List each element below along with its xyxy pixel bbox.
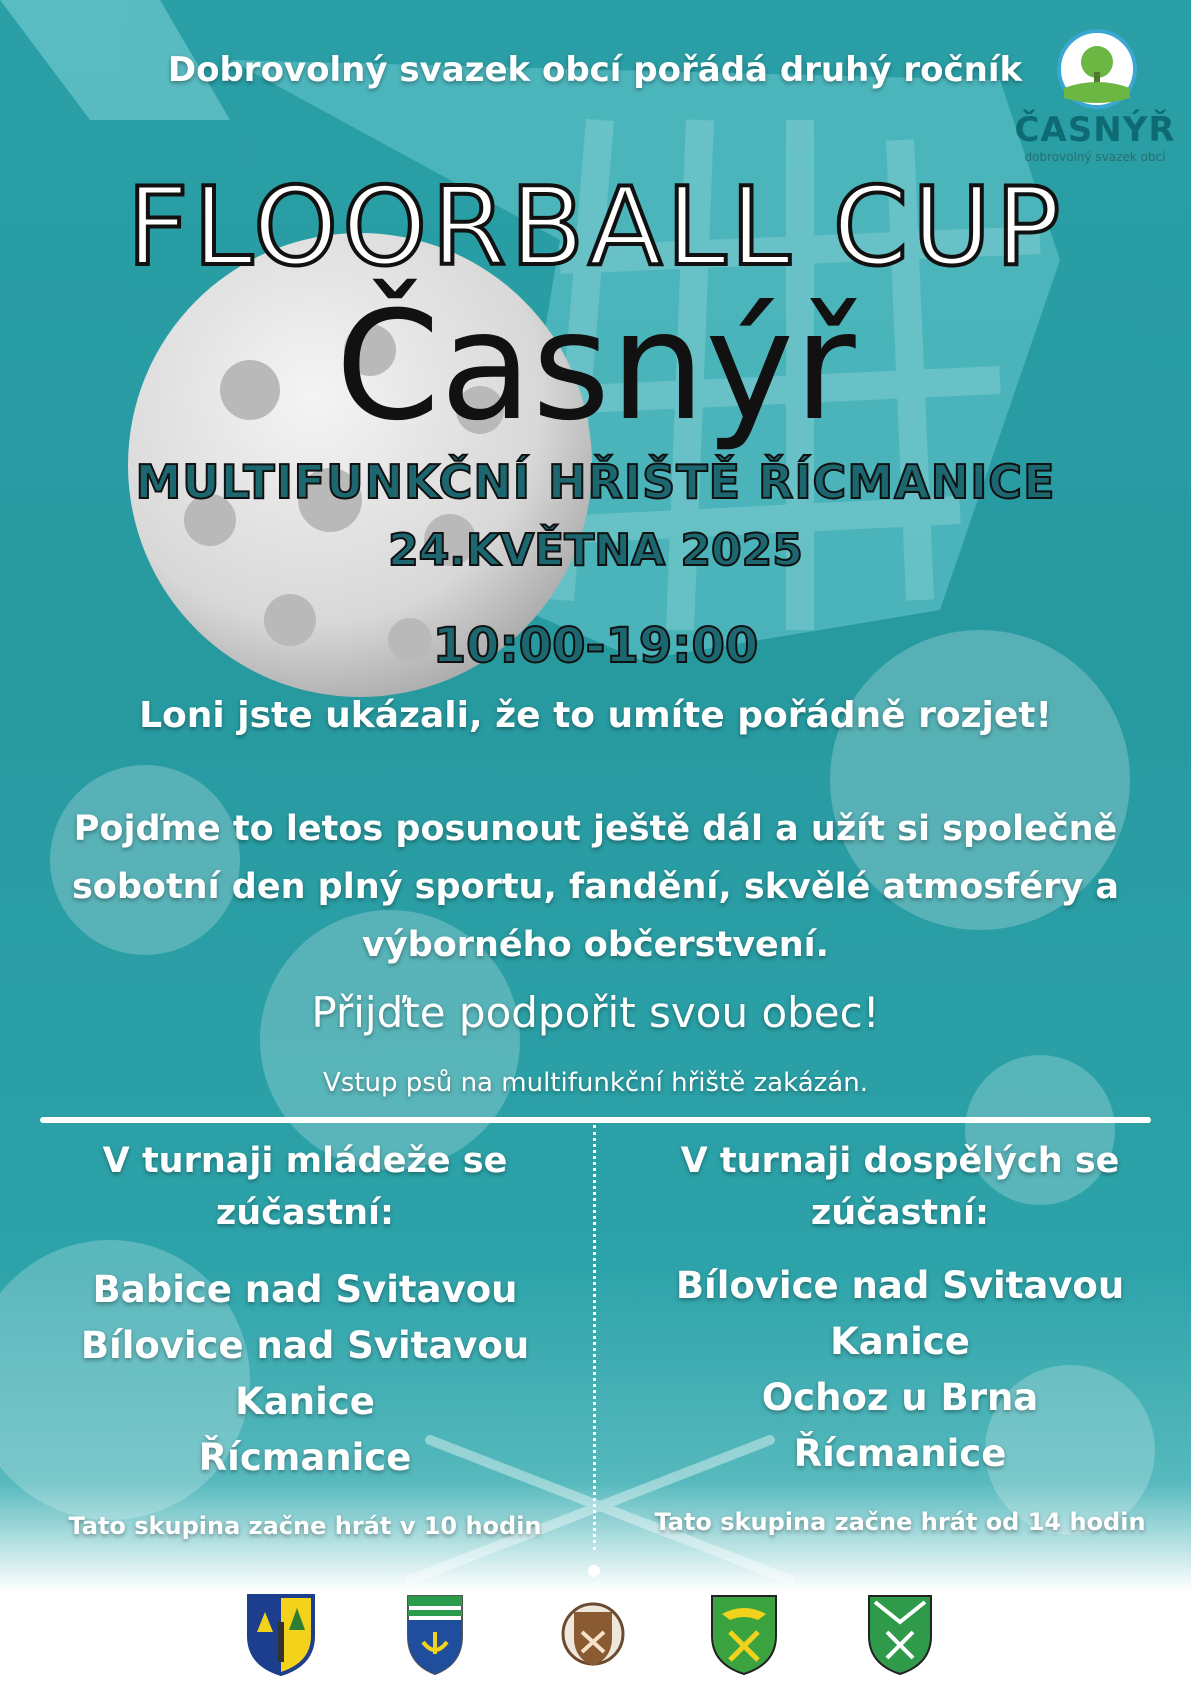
list-item: Kanice bbox=[235, 1380, 375, 1423]
adult-heading-line1: V turnaji dospělých se bbox=[680, 1141, 1120, 1181]
list-item: Řícmanice bbox=[198, 1436, 412, 1479]
event-time: 10:00-19:00 bbox=[432, 618, 759, 674]
adult-start-note: Tato skupina začne hrát od 14 hodin bbox=[654, 1508, 1146, 1536]
youth-heading-line2: zúčastní: bbox=[215, 1193, 395, 1233]
kanice-crest-icon bbox=[558, 1592, 628, 1676]
list-item: Babice nad Svitavou bbox=[92, 1268, 518, 1311]
list-item: Bílovice nad Svitavou bbox=[675, 1264, 1125, 1307]
dog-ban-note: Vstup psů na multifunkční hřiště zakázán. bbox=[323, 1068, 868, 1098]
section-divider bbox=[40, 1117, 1151, 1123]
column-divider-dot bbox=[588, 1565, 600, 1577]
casnyr-logo-subtitle: dobrovolný svazek obcí bbox=[1024, 150, 1166, 164]
body-message-line1: Pojďme to letos posunout ještě dál a užít si společně bbox=[73, 809, 1118, 849]
youth-start-note: Tato skupina začne hrát v 10 hodin bbox=[68, 1512, 542, 1540]
event-title: FLOORBALL CUP bbox=[126, 165, 1065, 290]
column-divider bbox=[593, 1125, 596, 1550]
list-item: Bílovice nad Svitavou bbox=[80, 1324, 530, 1367]
youth-heading-line1: V turnaji mládeže se bbox=[102, 1141, 508, 1181]
body-message-line2: sobotní den plný sportu, fandění, skvělé atmosféry a bbox=[71, 867, 1120, 907]
municipality-crests bbox=[0, 1590, 1191, 1684]
list-item: Kanice bbox=[830, 1320, 970, 1363]
organizer-line: Dobrovolný svazek obcí pořádá druhý ročník bbox=[167, 50, 1023, 90]
event-date: 24.KVĚTNA 2025 bbox=[388, 525, 803, 576]
babice-crest-icon bbox=[245, 1592, 317, 1676]
call-to-action: Přijďte podpořit svou obec! bbox=[311, 988, 880, 1037]
intro-message: Loni jste ukázali, že to umíte pořádně rozjet! bbox=[139, 695, 1052, 736]
youth-tournament-heading bbox=[40, 1135, 570, 1239]
youth-team-list bbox=[40, 1262, 570, 1486]
list-item: Řícmanice bbox=[793, 1432, 1007, 1475]
adult-team-list bbox=[620, 1258, 1180, 1482]
event-subtitle: Časnýř bbox=[335, 280, 856, 454]
adult-tournament-heading bbox=[620, 1135, 1180, 1239]
bilovice-crest-icon bbox=[405, 1592, 465, 1676]
casnyr-logo-tree-icon bbox=[1056, 28, 1138, 110]
event-venue: MULTIFUNKČNÍ HŘIŠTĚ ŘÍCMANICE bbox=[135, 455, 1056, 509]
adult-heading-line2: zúčastní: bbox=[810, 1193, 990, 1233]
ricmanice-crest-icon bbox=[865, 1592, 935, 1676]
casnyr-logo-text: ČASNÝŘ bbox=[1014, 110, 1176, 150]
list-item: Ochoz u Brna bbox=[761, 1376, 1039, 1419]
body-message-line3: výborného občerstvení. bbox=[362, 925, 829, 965]
ochoz-crest-icon bbox=[708, 1592, 780, 1676]
